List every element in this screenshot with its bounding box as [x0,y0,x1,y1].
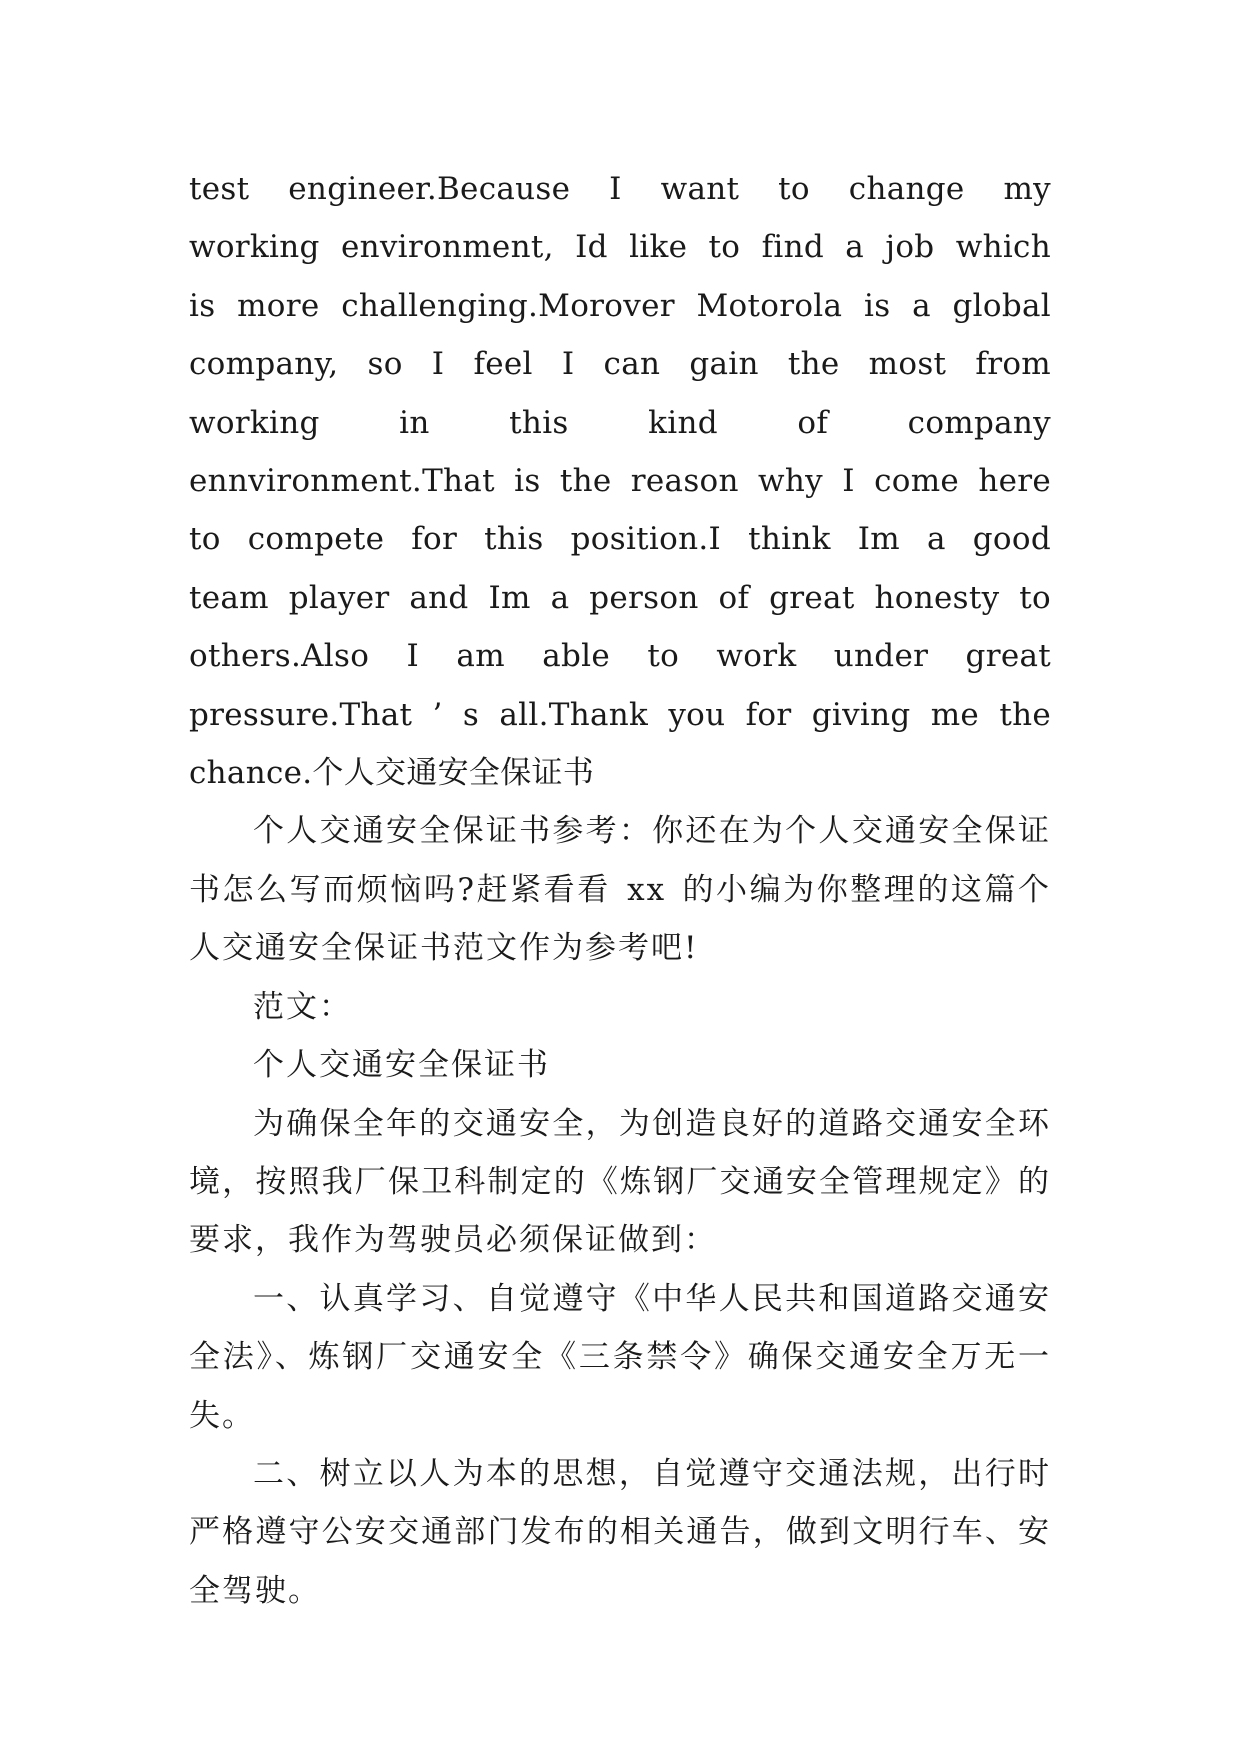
opening-paragraph: 为确保全年的交通安全，为创造良好的道路交通安全环境，按照我厂保卫科制定的《炼钢厂交通安全管理规定》的要求，我作为驾驶员必须保证做到： [189,1105,1051,1259]
item-1-paragraph: 一、认真学习、自觉遵守《中华人民共和国道路交通安全法》、炼钢厂交通安全《三条禁令》确保交通安全万无一失。 [189,1280,1051,1434]
sample-title: 个人交通安全保证书 [253,1047,550,1084]
english-speech-paragraph: test engineer.Because I want to change my working environment, Id like to find a job which is more challenging.Morover Motorola is a global company, so I feel I can gain the most from working in this kind of company ennvironment.That is the reason why I come here to compete for this position.I think Im a good team player and Im a person of great honesty to others.Also I am able to work under great pressure.That ’ s all.Thank you for giving me the chance.个人交通安全保证书 [189,171,1051,792]
document-body [189,160,1051,1620]
intro-paragraph: 个人交通安全保证书参考：你还在为个人交通安全保证书怎么写而烦恼吗?赶紧看看 xx 的小编为你整理的这篇个人交通安全保证书范文作为参考吧! [189,813,1051,967]
item-2-paragraph: 二、树立以人为本的思想，自觉遵守交通法规，出行时严格遵守公安交通部门发布的相关通告，做到文明行车、安全驾驶。 [189,1455,1051,1609]
sample-label: 范文： [253,988,352,1025]
